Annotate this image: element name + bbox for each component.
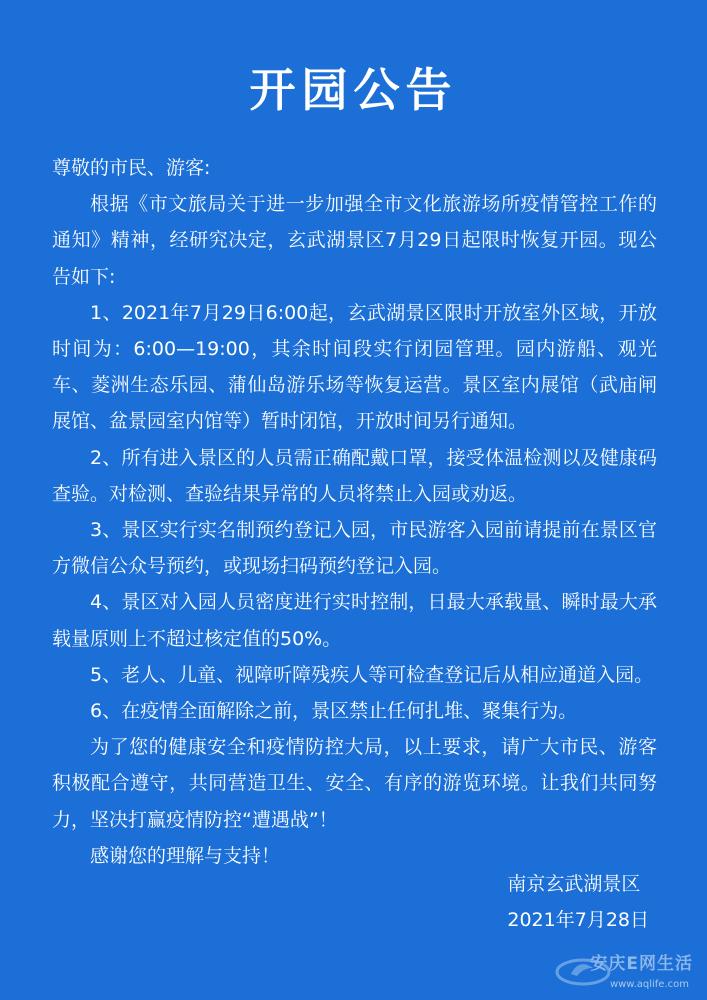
signature-date: 2021年7月28日 xyxy=(507,909,649,931)
item-5-paragraph: 5、老人、儿童、视障听障残疾人等可检查登记后从相应通道入园。 xyxy=(90,663,654,686)
greeting: 尊敬的市民、游客: xyxy=(52,157,211,179)
closing-paragraph: 为了您的健康安全和疫情防控大局，以上要求，请广大市民、游客积极配合遵守，共同营造卫生、安全、有序的游览环境。让我们共同努力，坚决打赢疫情防控“遭遇战”！ xyxy=(52,736,657,831)
intro-paragraph: 根据《市文旅局关于进一步加强全市文化旅游场所疫情管控工作的通知》精神，经研究决定，玄武湖景区7月29日起限时恢复开园。现公告如下: xyxy=(52,193,657,288)
item-2-paragraph: 2、所有进入景区的人员需正确配戴口罩，接受体温检测以及健康码查验。对检测、查验结果异常的人员将禁止入园或劝返。 xyxy=(52,446,657,505)
watermark xyxy=(549,938,699,994)
item-6-paragraph: 6、在疫情全面解除之前，景区禁止任何扎堆、聚集行为。 xyxy=(90,700,578,723)
signature-organization: 南京玄武湖景区 xyxy=(507,873,641,895)
item-1-paragraph: 1、2021年7月29日6:00起，玄武湖景区限时开放室外区域，开放时间为：6:00—19:00，其余时间段实行闭园管理。园内游船、观光车、菱洲生态乐园、蒲仙岛游乐场等恢复运营。景区室内展馆（武庙闸展馆、盆景园室内馆等）暂时闭馆，开放时间另行通知。 xyxy=(52,301,657,433)
watermark-brand: 安庆E网生活 xyxy=(590,954,693,974)
notice-body xyxy=(52,150,657,874)
watermark-url: www.aqlife.com xyxy=(609,979,689,990)
item-4-paragraph: 4、景区对入园人员密度进行实时控制，日最大承载量、瞬时最大承载量原则上不超过核定值的50%。 xyxy=(52,591,657,650)
item-3-paragraph: 3、景区实行实名制预约登记入园，市民游客入园前请提前在景区官方微信公众号预约，或现场扫码预约登记入园。 xyxy=(52,519,657,578)
notice-title: 开园公告 xyxy=(249,63,458,117)
thanks-paragraph: 感谢您的理解与支持！ xyxy=(90,844,281,867)
signature-block xyxy=(507,866,649,938)
